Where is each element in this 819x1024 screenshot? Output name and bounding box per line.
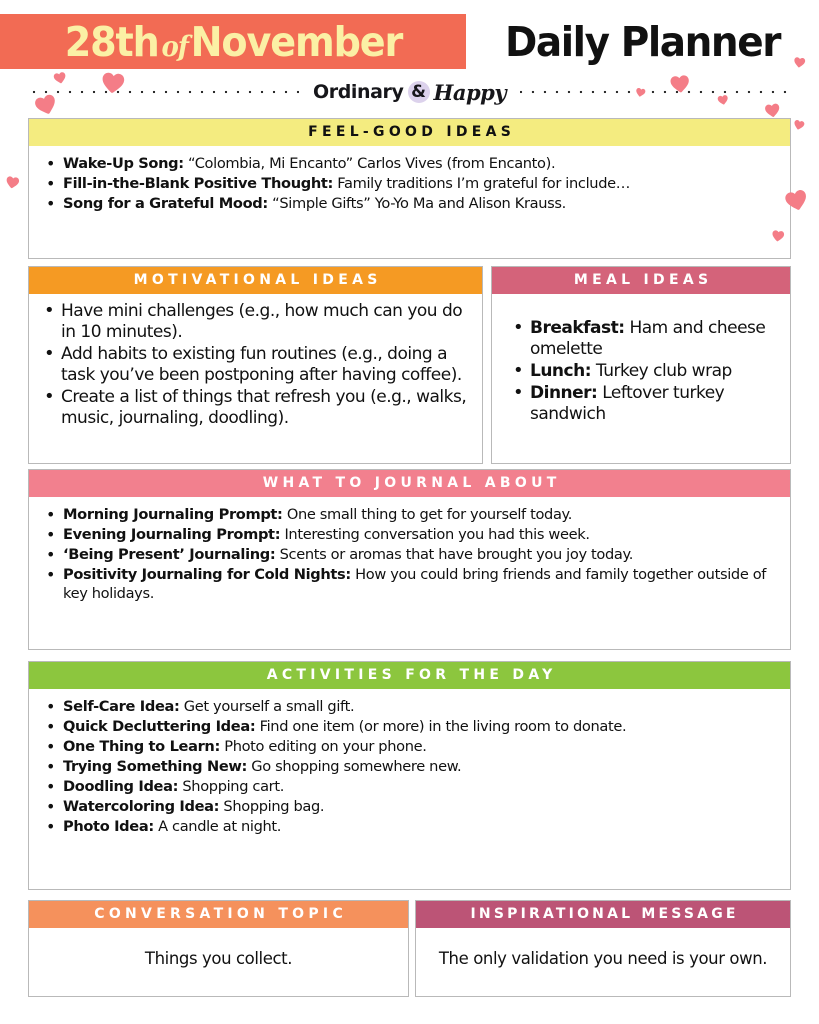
list-item (43, 718, 778, 737)
list-item (510, 383, 780, 425)
feel-good-list (43, 155, 778, 214)
heart-icon (792, 118, 807, 133)
card-what-to-journal-about (28, 469, 791, 650)
activities-list (43, 698, 778, 837)
list-item-text: Photo editing on your phone. (219, 737, 427, 755)
list-item (43, 818, 778, 837)
list-item (41, 301, 474, 343)
date-day: 28th (64, 17, 159, 66)
list-item-text: A candle at night. (153, 817, 282, 835)
list-item (43, 566, 778, 604)
list-item-text: One small thing to get for yourself today. (282, 506, 573, 523)
list-item-text: Interesting conversation you had this week. (280, 525, 590, 543)
brand-divider (28, 78, 791, 106)
card-inspirational-message (415, 900, 791, 997)
card-header-conversation: CONVERSATION TOPIC (29, 901, 408, 928)
brand-name-second: Happy (433, 79, 507, 105)
list-item-label: Self-Care Idea: (63, 698, 180, 715)
list-item-label: Song for a Grateful Mood: (63, 194, 268, 212)
dotted-line-left (28, 90, 299, 94)
card-header-inspirational: INSPIRATIONAL MESSAGE (416, 901, 790, 928)
page-title: Daily Planner (504, 17, 780, 66)
list-item (41, 387, 474, 429)
card-feel-good-ideas (28, 118, 791, 259)
list-item-label: Photo Idea: (63, 817, 154, 835)
date-text (64, 18, 401, 66)
list-item-label: Doodling Idea: (63, 777, 179, 795)
list-item-text: Leftover turkey sandwich (530, 383, 725, 425)
list-item (510, 318, 780, 360)
list-item-text: Shopping bag. (219, 797, 325, 815)
list-item-text: Add habits to existing fun routines (e.g., doing a task you’ve been postponing after having coffee). (61, 344, 462, 386)
heart-icon (3, 173, 20, 190)
conversation-topic-text: Things you collect. (144, 949, 293, 969)
list-item-text: Family traditions I’m grateful for include… (333, 174, 630, 192)
list-item-text: How you could bring friends and family together outside of key holidays. (63, 565, 767, 602)
list-item-label: Breakfast: (530, 318, 625, 338)
list-item-text: Get yourself a small gift. (179, 698, 355, 715)
list-item-label: Wake-Up Song: (63, 155, 184, 172)
card-body-motivational (29, 294, 482, 436)
list-item-label: Watercoloring Idea: (63, 797, 220, 815)
page-header (0, 14, 819, 69)
card-activities-for-the-day (28, 661, 791, 890)
card-body-feel-good (29, 146, 790, 223)
card-meal-ideas (491, 266, 791, 464)
list-item-text: “Simple Gifts” Yo-Yo Ma and Alison Krauss. (267, 194, 566, 212)
list-item-text: “Colombia, Mi Encanto” Carlos Vives (from Encanto). (183, 155, 556, 172)
list-item-label: One Thing to Learn: (63, 737, 220, 755)
date-month: November (190, 17, 402, 66)
brand-logo (299, 80, 520, 105)
list-item (43, 155, 778, 174)
dotted-line-right (520, 90, 791, 94)
card-header-journal: WHAT TO JOURNAL ABOUT (29, 470, 790, 497)
list-item (510, 361, 780, 382)
list-item-text: Turkey club wrap (591, 361, 732, 382)
journal-list (43, 506, 778, 604)
motivational-list (41, 301, 474, 429)
card-header-activities: ACTIVITIES FOR THE DAY (29, 662, 790, 689)
list-item-text: Scents or aromas that have brought you joy today. (275, 545, 633, 563)
list-item (43, 506, 778, 525)
list-item (43, 698, 778, 717)
list-item-label: Lunch: (530, 361, 592, 382)
list-item (43, 758, 778, 777)
card-conversation-topic (28, 900, 409, 997)
list-item (43, 778, 778, 797)
list-item (41, 344, 474, 386)
list-item-label: Evening Journaling Prompt: (63, 525, 281, 543)
list-item-text: Go shopping somewhere new. (247, 757, 462, 775)
list-item-text: Find one item (or more) in the living room to donate. (255, 717, 627, 735)
list-item-label: Trying Something New: (63, 757, 247, 775)
card-motivational-ideas (28, 266, 483, 464)
list-item-text: Ham and cheese omelette (530, 318, 766, 360)
list-item (43, 175, 778, 194)
list-item-text: Shopping cart. (178, 777, 284, 795)
list-item (43, 195, 778, 214)
meal-list (510, 318, 780, 425)
list-item-text: Have mini challenges (e.g., how much can you do in 10 minutes). (61, 301, 463, 343)
inspirational-message-text: The only validation you need is your own. (438, 949, 768, 969)
list-item-label: Fill-in-the-Blank Positive Thought: (63, 174, 333, 192)
brand-name-first: Ordinary (312, 81, 404, 103)
card-body-journal (29, 497, 790, 613)
list-item-label: Morning Journaling Prompt: (63, 506, 283, 523)
list-item-text: Create a list of things that refresh you (e.g., walks, music, journaling, doodling). (61, 387, 467, 429)
list-item-label: Dinner: (530, 383, 598, 404)
ampersand-icon: & (408, 81, 430, 103)
date-of: of (161, 29, 188, 63)
card-header-motivational: MOTIVATIONAL IDEAS (29, 267, 482, 294)
list-item-label: Quick Decluttering Idea: (63, 717, 256, 735)
list-item (43, 798, 778, 817)
list-item (43, 546, 778, 565)
list-item-label: Positivity Journaling for Cold Nights: (63, 565, 351, 583)
card-body-activities (29, 689, 790, 846)
card-body-meal (492, 294, 790, 432)
card-header-meal: MEAL IDEAS (492, 267, 790, 294)
date-banner (0, 14, 466, 69)
list-item (43, 526, 778, 545)
card-header-feel-good: FEEL-GOOD IDEAS (29, 119, 790, 146)
list-item-label: ‘Being Present’ Journaling: (63, 545, 276, 563)
list-item (43, 738, 778, 757)
